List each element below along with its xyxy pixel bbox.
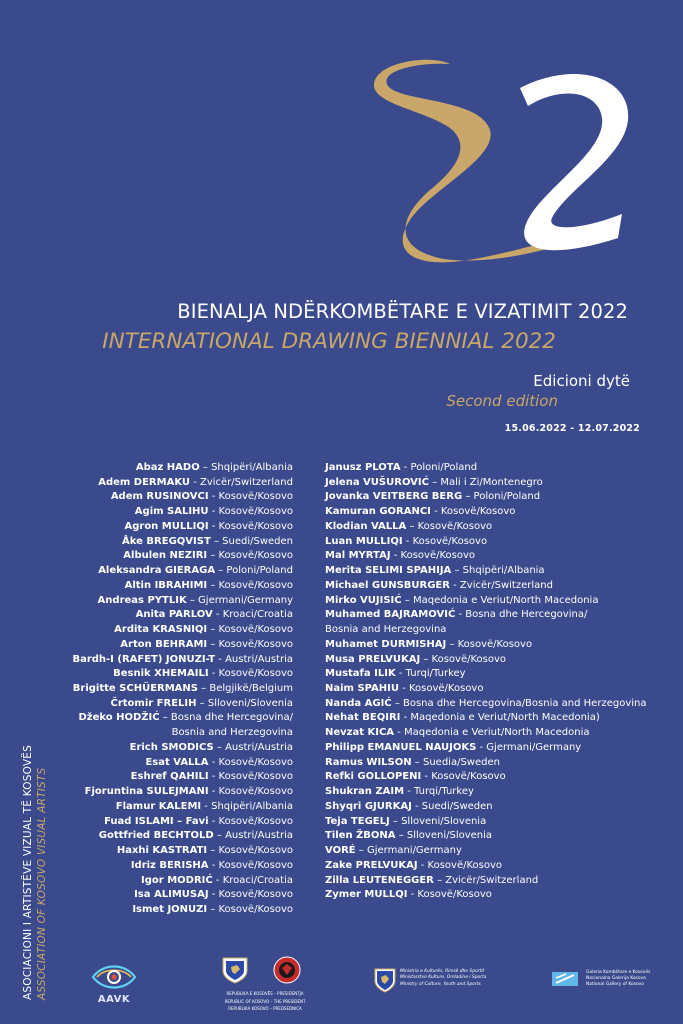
- artist-entry: [40, 785, 293, 800]
- artist-entry: [325, 520, 665, 535]
- artist-entry: [40, 520, 293, 535]
- artist-name: Adem DERMAKU: [98, 476, 191, 488]
- artist-entry: [325, 594, 665, 609]
- artist-name: Tilen ŽBONA: [325, 830, 396, 842]
- president-logo: [212, 955, 318, 1012]
- artist-entry: [325, 476, 665, 491]
- artist-entry: [325, 579, 665, 594]
- artist-entry: [325, 815, 665, 830]
- artist-name: Anita PARLOV: [135, 609, 213, 621]
- artist-name: Kamuran GORANCI: [325, 506, 431, 518]
- artist-country: – Austri/Austria: [213, 830, 293, 842]
- artist-country: – Kosovë/Kosovo: [207, 624, 293, 636]
- association-name-albanian: ASOCIACIONI I ARTISTËVE VIZUAL TË KOSOVËS: [22, 745, 34, 1000]
- artist-entry: [325, 726, 665, 741]
- artist-entry: [325, 461, 665, 476]
- gallery-text-2: Nacionalna Galerija Kosova: [586, 976, 646, 982]
- artist-country: – Poloni/Poland: [462, 491, 541, 503]
- artist-name: Altin IBRAHIMI: [124, 579, 208, 591]
- artist-country: - Kosovë/Kosovo: [407, 889, 492, 901]
- artist-country: - Kosovë/Kosovo: [417, 859, 503, 871]
- artist-country: – Slloveni/Slovenia: [196, 697, 293, 709]
- artist-entry: [40, 490, 293, 505]
- artist-country: - Kosovë/Kosovo: [399, 683, 484, 695]
- ministry-text-3: Ministry of Culture, Youth and Sports: [400, 981, 481, 987]
- artist-name: Andreas PYTLIK: [97, 594, 187, 606]
- artist-name: Muhamet DURMISHAJ: [325, 638, 447, 650]
- artist-country: - Bosna dhe Hercegovina/: [455, 609, 588, 621]
- artist-name: Idriz BERISHA: [130, 859, 209, 871]
- artist-country: – Gjermani/Germany: [186, 594, 293, 606]
- presidency-emblems-icon: [215, 955, 315, 985]
- artist-name: Haxhi KASTRATI: [116, 845, 208, 857]
- artist-name: Ismet JONUZI: [132, 904, 208, 916]
- artist-entry: [325, 535, 665, 550]
- artist-entry: [325, 888, 665, 903]
- title-english: INTERNATIONAL DRAWING BIENNIAL 2022: [102, 329, 556, 354]
- artist-name: Michael GUNSBURGER: [325, 579, 450, 591]
- artist-country: - Kosovë/Kosovo: [421, 771, 506, 783]
- artist-country: – Kosovë/Kosovo: [207, 904, 293, 916]
- artist-country: - Kosovë/Kosovo: [208, 815, 293, 827]
- artist-country: - Kosovë/Kosovo: [208, 506, 293, 518]
- kosovo-coat-of-arms-icon: [374, 967, 396, 993]
- artist-name: Philipp EMANUEL NAUJOKS: [325, 741, 477, 753]
- artist-entry: [40, 697, 293, 712]
- artist-name: Janusz PLOTA: [325, 462, 401, 473]
- gallery-logo-icon: [550, 969, 580, 989]
- artist-entry: [325, 844, 665, 859]
- artist-entry: [325, 859, 665, 874]
- artist-entry: [325, 490, 665, 505]
- artist-entry: [40, 594, 293, 609]
- artist-name: Fjoruntina SULEJMANI: [84, 786, 209, 798]
- artist-country: - Kroaci/Croatia: [212, 609, 293, 621]
- artist-entry: [325, 682, 665, 697]
- artist-name: Luan MULLIQI: [325, 535, 403, 547]
- artist-name: Erich SMODICS: [129, 741, 214, 753]
- artist-country: Bosnia and Herzegovina: [171, 727, 293, 739]
- artist-entry: [40, 653, 293, 668]
- ministry-text-1: Ministria e Kulturës, Rinisë dhe Sportit: [400, 969, 485, 974]
- artist-entry: [325, 800, 665, 815]
- artist-country: – Austri/Austria: [213, 741, 293, 753]
- artist-country: - Kosovë/Kosovo: [402, 535, 488, 547]
- artist-country: - Kosovë/Kosovo: [208, 520, 293, 532]
- artist-entry: [325, 756, 665, 771]
- artist-name: Albulen NEZIRI: [123, 550, 208, 562]
- biennial-logo-icon: [370, 40, 640, 280]
- artist-name: Agim SALIHU: [134, 506, 209, 518]
- artist-country: - Shqipëri/Albania: [201, 800, 293, 812]
- artist-country: - Zvicër/Switzerland: [449, 579, 553, 591]
- artist-country: - Kosovë/Kosovo: [390, 550, 476, 562]
- artist-country: – Zvicër/Switzerland: [433, 874, 539, 886]
- artist-country: - Poloni/Poland: [400, 462, 478, 473]
- artist-list-right: [325, 461, 665, 903]
- artist-entry: [40, 667, 293, 682]
- artist-name: Merita SELIMI SPAHIJA: [325, 565, 452, 577]
- artist-name: Klodian VALLA: [325, 520, 407, 532]
- artist-name: Zilla LEUTENEGGER: [325, 874, 434, 886]
- artist-country: – Slloveni/Slovenia: [395, 830, 493, 842]
- artist-name: Nehat BEQIRI: [325, 712, 401, 724]
- artist-entry: [40, 815, 293, 830]
- artist-country: - Kosovë/Kosovo: [208, 668, 293, 680]
- president-text-1: REPUBLIKA E KOSOVËS – PRESIDENTJA: [226, 991, 304, 996]
- artist-name: Nanda AGIĆ: [325, 697, 392, 709]
- artist-entry: [325, 829, 665, 844]
- artist-entry: [40, 726, 293, 741]
- artist-entry: [40, 829, 293, 844]
- artist-entry: [325, 697, 665, 712]
- artist-name: Naim SPAHIU: [325, 683, 400, 695]
- artist-country: – Gjermani/Germany: [355, 845, 462, 857]
- artist-entry: [40, 549, 293, 564]
- artist-name: Esat VALLA: [145, 756, 209, 768]
- artist-entry: [325, 638, 665, 653]
- artist-country: Bosnia and Herzegovina: [325, 624, 447, 636]
- gallery-text-3: National Gallery of Kosovo: [586, 982, 644, 988]
- artist-country: – Shqipëri/Albania: [199, 462, 293, 473]
- artist-entry: [40, 844, 293, 859]
- artist-country: - Kroaci/Croatia: [212, 874, 293, 886]
- artist-name: Mal MYRTAJ: [325, 550, 391, 562]
- artist-entry: [325, 505, 665, 520]
- artist-name: Isa ALIMUSAJ: [134, 889, 209, 901]
- aavk-logo: [84, 965, 144, 1005]
- artist-country: - Maqedonia e Veriut/North Macedonia: [394, 727, 590, 739]
- artist-country: – Maqedonia e Veriut/North Macedonia: [401, 594, 599, 606]
- ministry-text-2: Ministarstvo Kulture, Omladine i Sporta: [400, 975, 487, 981]
- artist-country: - Kosovë/Kosovo: [208, 889, 293, 901]
- artist-country: – Kosovë/Kosovo: [207, 550, 293, 562]
- artist-country: – Shqipëri/Albania: [451, 565, 545, 577]
- artist-name: Aleksandra GIERAGA: [98, 565, 216, 577]
- artist-entry: [325, 667, 665, 682]
- artist-name: Shukran ZAIM: [325, 786, 405, 798]
- artist-entry: [40, 535, 293, 550]
- artist-entry: [325, 564, 665, 579]
- artist-country: – Bosna dhe Hercegovina/Bosnia and Herzegovina: [391, 697, 647, 709]
- artist-name: Mustafa ILIK: [325, 668, 396, 680]
- artist-entry: [325, 770, 665, 785]
- artist-country: - Turqi/Turkey: [404, 786, 474, 798]
- edition-albanian: Edicioni dytë: [533, 372, 630, 390]
- artist-entry: [40, 682, 293, 697]
- artist-entry: [40, 461, 293, 476]
- artist-country: – Kosovë/Kosovo: [207, 845, 293, 857]
- artist-entry: [325, 785, 665, 800]
- artist-country: - Kosovë/Kosovo: [208, 786, 293, 798]
- artist-name: Jelena VUŠUROVIĆ: [325, 476, 429, 488]
- artist-entry: [40, 638, 293, 653]
- artist-country: - Zvicër/Switzerland: [190, 476, 293, 488]
- artist-entry: [325, 608, 665, 623]
- edition-english: Second edition: [446, 392, 558, 410]
- artist-entry: [40, 623, 293, 638]
- artist-country: - Kosovë/Kosovo: [208, 859, 293, 871]
- gallery-text-1: Galeria Kombëtare e Kosovës: [586, 970, 651, 975]
- artist-name: Zymer MULLQI: [325, 889, 408, 901]
- artist-entry: [40, 564, 293, 579]
- artist-entry: [40, 874, 293, 889]
- artist-name: Črtomir FRELIH: [110, 697, 197, 709]
- eye-logo-icon: [91, 965, 137, 989]
- association-name-english: ASSOCIATION OF KOSOVO VISUAL ARTISTS: [36, 767, 48, 1000]
- artist-country: – Kosovë/Kosovo: [420, 653, 507, 665]
- artist-country: – Suedia/Sweden: [411, 756, 500, 768]
- artist-name: Ardita KRASNIQI: [114, 624, 208, 636]
- artist-name: Mirko VUJISIĆ: [325, 594, 402, 606]
- artist-entry: [40, 476, 293, 491]
- artist-entry: [40, 741, 293, 756]
- artist-name: Flamur KALEMI: [115, 800, 202, 812]
- artist-country: – Slloveni/Slovenia: [389, 815, 487, 827]
- artist-country: – Kosovë/Kosovo: [207, 638, 293, 650]
- exhibition-dates: 15.06.2022 - 12.07.2022: [504, 423, 640, 434]
- artist-entry: [40, 579, 293, 594]
- artist-name: Brigitte SCHÜERMANS: [72, 683, 198, 695]
- artist-entry: [40, 800, 293, 815]
- artist-country: – Bosna dhe Hercegovina/: [159, 712, 293, 724]
- artist-country: – Belgjikë/Belgium: [197, 683, 293, 695]
- artist-entry: [325, 549, 665, 564]
- artist-entry: [325, 741, 665, 756]
- artist-name: Teja TEGELJ: [325, 815, 390, 827]
- artist-name: Muhamed BAJRAMOVIĆ: [325, 609, 456, 621]
- artist-name: Džeko HODŽIĆ: [78, 712, 160, 724]
- artist-entry: [40, 608, 293, 623]
- artist-name: Nevzat KICA: [325, 727, 395, 739]
- artist-country: – Kosovë/Kosovo: [446, 638, 533, 650]
- president-text-2: REPUBLIC OF KOSOVO – THE PRESIDENT: [224, 998, 306, 1004]
- artist-country: – Poloni/Poland: [215, 565, 293, 577]
- artist-country: - Turqi/Turkey: [395, 668, 466, 680]
- artist-country: - Kosovë/Kosovo: [208, 771, 293, 783]
- artist-entry: [40, 903, 293, 918]
- artist-name: Arton BEHRAMI: [120, 638, 208, 650]
- artist-country: - Austri/Austria: [215, 653, 293, 665]
- artist-name: Abaz HADO: [135, 462, 200, 473]
- artist-name: Gottfried BECHTOLD: [98, 830, 214, 842]
- artist-country: - Kosovë/Kosovo: [208, 491, 293, 503]
- artist-entry: [325, 874, 665, 889]
- artist-entry: [40, 859, 293, 874]
- president-text-3: REPUBLIKA KOSOVO – PREDSEDNICA: [228, 1006, 302, 1011]
- aavk-logo-text: AAVK: [97, 994, 131, 1005]
- artist-entry: [40, 711, 293, 726]
- artist-country: – Suedi/Sweden: [210, 535, 293, 547]
- artist-entry: [325, 711, 665, 726]
- artist-name: Shyqri GJURKAJ: [325, 800, 412, 812]
- artist-list-left: [40, 461, 293, 918]
- artist-name: Bardh-I (RAFET) JONUZI-T: [72, 653, 216, 665]
- artist-entry: [325, 653, 665, 668]
- artist-name: Igor MODRIĆ: [141, 874, 213, 886]
- artist-name: Fuad ISLAMI – Favi: [104, 815, 209, 827]
- artist-entry: [325, 623, 665, 638]
- artist-name: Besnik XHEMAILI: [113, 668, 209, 680]
- artist-entry: [40, 770, 293, 785]
- artist-name: Jovanka VEITBERG BERG: [325, 491, 463, 503]
- artist-country: - Maqedonia e Veriut/North Macedonia): [400, 712, 600, 724]
- artist-name: Musa PRELVUKAJ: [325, 653, 421, 665]
- association-vertical-label: [21, 580, 49, 1000]
- artist-name: Refki GOLLOPENI: [325, 771, 422, 783]
- artist-entry: [40, 756, 293, 771]
- artist-name: Eshref QAHILI: [130, 771, 209, 783]
- artist-country: - Gjermani/Germany: [476, 741, 582, 753]
- artist-entry: [40, 505, 293, 520]
- artist-name: Zake PRELVUKAJ: [325, 859, 418, 871]
- title-albanian: BIENALJA NDËRKOMBËTARE E VIZATIMIT 2022: [177, 300, 628, 323]
- artist-name: VORÉ: [325, 845, 356, 857]
- artist-country: - Kosovë/Kosovo: [208, 756, 293, 768]
- artist-name: Adem RUSINOVCI: [110, 491, 209, 503]
- artist-name: Åke BREGQVIST: [122, 535, 211, 547]
- artist-country: – Kosovë/Kosovo: [406, 520, 493, 532]
- artist-name: Ramus WILSON: [325, 756, 412, 768]
- artist-country: - Suedi/Sweden: [411, 800, 493, 812]
- artist-country: – Kosovë/Kosovo: [207, 579, 293, 591]
- artist-country: - Kosovë/Kosovo: [430, 506, 516, 518]
- artist-name: Agron MULLIQI: [124, 520, 209, 532]
- sponsor-footer: [0, 955, 683, 1015]
- artist-country: – Mali i Zi/Montenegro: [428, 476, 543, 488]
- artist-entry: [40, 888, 293, 903]
